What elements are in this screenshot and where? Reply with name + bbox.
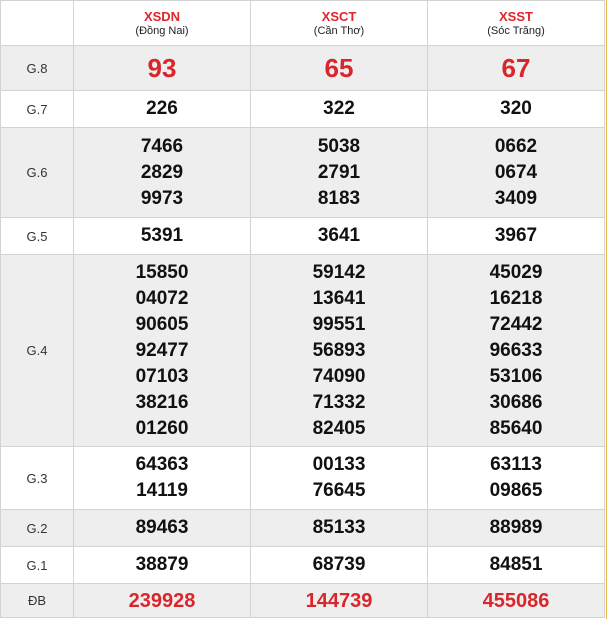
prize-label: G.3 — [1, 447, 74, 510]
prize-number: 63113 — [490, 454, 542, 475]
prize-row-g4 — [1, 255, 605, 447]
prize-number: 64363 — [135, 454, 189, 475]
prize-cell — [251, 510, 428, 547]
prize-number: 3967 — [494, 225, 538, 246]
prize-number: 93 — [147, 53, 177, 83]
prize-cell — [428, 447, 605, 510]
prize-number: 14119 — [136, 480, 188, 501]
prize-cell — [428, 255, 605, 447]
prize-cell — [251, 46, 428, 91]
prize-number: 01260 — [135, 417, 189, 439]
prize-number: 320 — [500, 98, 532, 119]
prize-cell — [74, 255, 251, 447]
prize-number: 0662 — [494, 135, 538, 157]
prize-number: 0674 — [494, 161, 538, 183]
special-prize-number: 239928 — [128, 589, 196, 612]
prize-row-db — [1, 584, 605, 618]
prize-cell — [251, 218, 428, 255]
prize-number: 38879 — [135, 554, 189, 575]
prize-number: 2829 — [140, 161, 184, 183]
header-row — [1, 1, 605, 46]
prize-label: G.8 — [1, 46, 74, 91]
prize-cell — [428, 128, 605, 218]
prize-label: G.4 — [1, 255, 74, 447]
prize-label: G.7 — [1, 91, 74, 128]
prize-number: 84851 — [489, 554, 543, 575]
prize-number: 88989 — [489, 517, 543, 538]
prize-cell — [74, 218, 251, 255]
prize-number: 45029 — [489, 261, 543, 283]
prize-number: 3641 — [317, 225, 361, 246]
prize-number: 76645 — [312, 480, 366, 501]
prize-cell — [428, 46, 605, 91]
prize-cell — [251, 91, 428, 128]
prize-number: 72442 — [489, 313, 543, 335]
province-name: (Sóc Trăng) — [487, 24, 545, 37]
prize-number: 85133 — [312, 517, 366, 538]
prize-number: 67 — [501, 53, 531, 83]
province-header-ct[interactable] — [251, 1, 428, 46]
prize-row-g2 — [1, 510, 605, 547]
prize-number: 74090 — [312, 365, 366, 387]
prize-cell — [74, 447, 251, 510]
prize-row-g1 — [1, 547, 605, 584]
prize-number: 00133 — [312, 454, 366, 475]
prize-number: 04072 — [135, 287, 189, 309]
province-code[interactable]: XSDN — [143, 8, 181, 24]
prize-number: 5391 — [140, 225, 184, 246]
province-header-st[interactable] — [428, 1, 605, 46]
prize-label: ĐB — [1, 584, 74, 618]
prize-number: 8183 — [317, 187, 361, 209]
prize-cell — [74, 510, 251, 547]
prize-cell — [74, 547, 251, 584]
prize-number: 68739 — [312, 554, 366, 575]
prize-cell — [251, 547, 428, 584]
special-prize-number: 144739 — [305, 589, 373, 612]
prize-cell — [428, 510, 605, 547]
prize-number: 71332 — [312, 391, 366, 413]
prize-label: G.1 — [1, 547, 74, 584]
prize-number: 96633 — [489, 339, 543, 361]
prize-label: G.6 — [1, 128, 74, 218]
prize-number: 89463 — [135, 517, 189, 538]
prize-number: 13641 — [312, 287, 366, 309]
prize-row-g6 — [1, 128, 605, 218]
special-prize-number: 455086 — [482, 589, 550, 612]
prize-label: G.5 — [1, 218, 74, 255]
prize-number: 30686 — [489, 391, 543, 413]
prize-row-g8 — [1, 46, 605, 91]
prize-cell — [428, 547, 605, 584]
province-code[interactable]: XSST — [499, 8, 533, 24]
prize-cell — [74, 46, 251, 91]
prize-number: 7466 — [140, 135, 184, 157]
province-name: (Đồng Nai) — [135, 24, 189, 37]
prize-row-g3 — [1, 447, 605, 510]
prize-number: 90605 — [135, 313, 189, 335]
prize-cell — [251, 128, 428, 218]
prize-cell — [74, 584, 251, 618]
prize-number: 07103 — [135, 365, 189, 387]
prize-cell — [74, 91, 251, 128]
prize-cell — [428, 91, 605, 128]
prize-cell — [74, 128, 251, 218]
prize-number: 59142 — [312, 261, 366, 283]
prize-cell — [251, 584, 428, 618]
prize-number: 15850 — [135, 261, 189, 283]
prize-number: 5038 — [317, 135, 361, 157]
prize-number: 09865 — [489, 480, 543, 501]
prize-number: 3409 — [494, 187, 538, 209]
prize-cell — [428, 218, 605, 255]
prize-number: 16218 — [489, 287, 543, 309]
prize-number: 226 — [146, 98, 178, 119]
province-header-dn[interactable] — [74, 1, 251, 46]
prize-row-g5 — [1, 218, 605, 255]
prize-label: G.2 — [1, 510, 74, 547]
province-name: (Cần Thơ) — [313, 24, 365, 37]
prize-row-g7 — [1, 91, 605, 128]
prize-number: 322 — [323, 98, 355, 119]
prize-cell — [251, 447, 428, 510]
prize-number: 9973 — [140, 187, 184, 209]
prize-number: 38216 — [135, 391, 189, 413]
prize-number: 2791 — [317, 161, 361, 183]
prize-number: 56893 — [312, 339, 366, 361]
prize-number: 85640 — [489, 417, 543, 439]
prize-number: 82405 — [312, 417, 366, 439]
prize-cell — [428, 584, 605, 618]
prize-number: 92477 — [135, 339, 189, 361]
province-code[interactable]: XSCT — [321, 8, 357, 24]
prize-number: 53106 — [489, 365, 543, 387]
header-corner — [1, 1, 74, 46]
prize-cell — [251, 255, 428, 447]
prize-number: 99551 — [312, 313, 366, 335]
prize-number: 65 — [324, 53, 354, 83]
